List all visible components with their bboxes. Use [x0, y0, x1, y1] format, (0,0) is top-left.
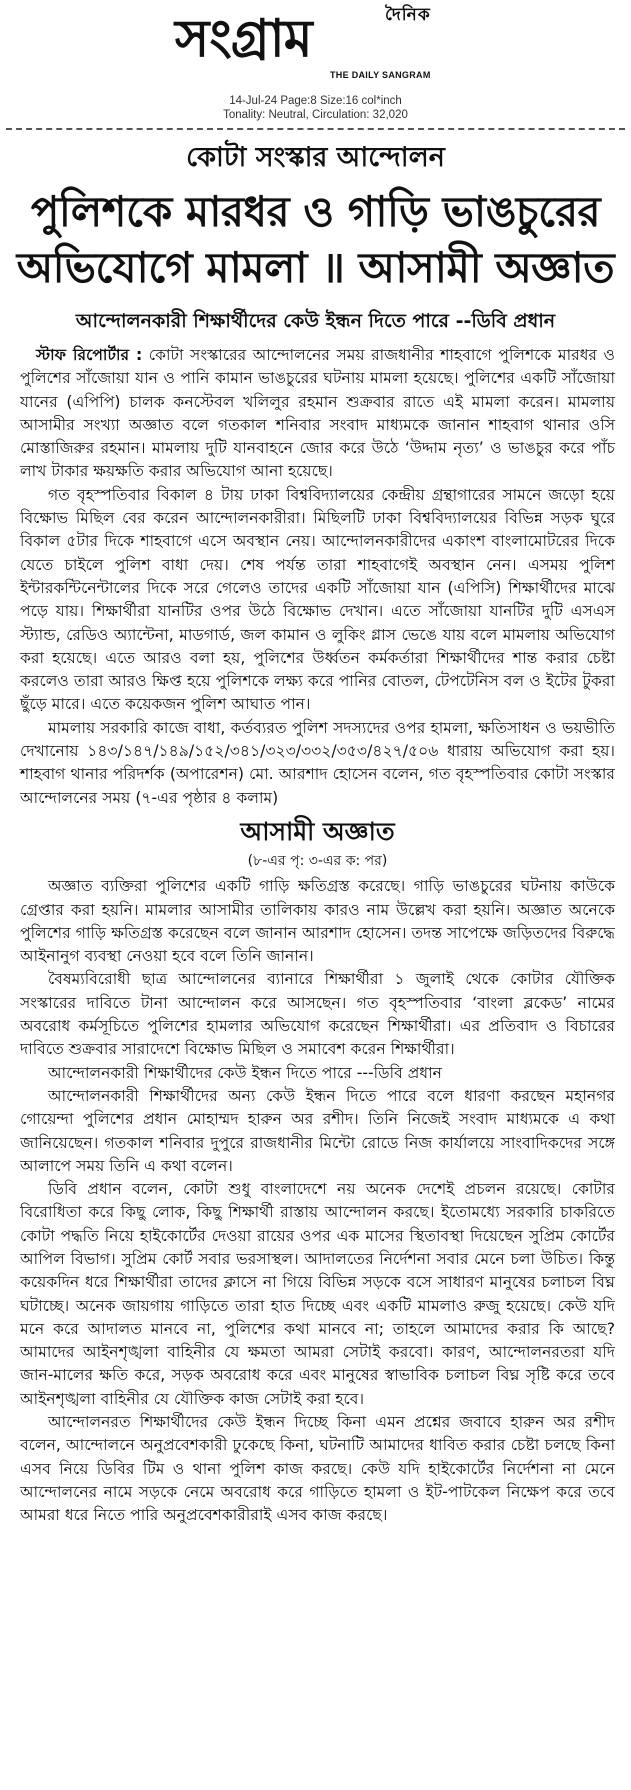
- paragraph: বৈষম্যবিরোধী ছাত্র আন্দোলনের ব্যানারে শিক্ষার্থীরা ১ জুলাই থেকে কোটার যৌক্তিক সংস্কারের দাবিতে টানা আন্দোলন করে আসছেন। গত বৃহস্পতিবার ‘বাংলা ব্লকেড’ নামের অবরোধ কর্মসূচিতে পুলিশের হামলার অভিযোগ করেছেন শিক্ষার্থীরা। এর প্রতিবাদ ও বিচারের দাবিতে শুক্রবার সারাদেশে বিক্ষোভ মিছিল ও সমাবেশ করেন শিক্ষার্থীরা।: [20, 970, 615, 1059]
- dashed-divider: [6, 128, 625, 130]
- masthead-daily: দৈনিক: [385, 5, 431, 25]
- masthead: [0, 0, 631, 78]
- paragraph: [20, 344, 615, 484]
- article-kicker: কোটা সংস্কার আন্দোলন: [186, 142, 445, 173]
- byline: স্টাফ রিপোর্টার :: [36, 346, 143, 364]
- continuation-note: (৮-এর পৃ: ৩-এর ক: পর): [247, 852, 388, 869]
- paragraph: অজ্ঞাত ব্যক্তিরা পুলিশের একটি গাড়ি ক্ষতিগ্রস্ত করেছে। গাড়ি ভাঙচুরের ঘটনায় কাউকে গ্রেপ্তার করা হয়নি। মামলার আসামীর তালিকায় কারও নাম উল্লেখ করা হয়নি। অজ্ঞাত অনেকে পুলিশের গাড়ি ক্ষতিগ্রস্ত করেছেন বলে জানান আরশাদ হোসেন। তদন্ত সাপেক্ষে জড়িতদের বিরুদ্ধে আইনানুগ ব্যবস্থা নেওয়া হবে বলে তিনি জানান।: [20, 877, 615, 966]
- paragraph: আন্দোলনরত শিক্ষার্থীদের কেউ ইন্ধন দিচ্ছে কিনা এমন প্রশ্নের জবাবে হারুন অর রশীদ বলেন, আন্দোলনে অনুপ্রবেশকারী ঢুকেছে কিনা, ঘটনাটি আমাদের ধাবিত করার চেষ্টা চলছে কিনা এসব নিয়ে ডিবির টিম ও থানা পুলিশ কাজ করছে। কেউ যদি হাইকোর্টের নির্দেশনা না মেনে আন্দোলনের নামে সড়কে নেমে অবরোধ করে গাড়িতে হামলা ও ইট-পাটকেল নিক্ষেপ করে তবে আমরা ধরে নিতে পারি অনুপ্রবেশকারীরাই এসব কাজ করছে।: [20, 1413, 615, 1525]
- paragraph: ডিবি প্রধান বলেন, কোটা শুধু বাংলাদেশে নয় অনেক দেশেই প্রচলন রয়েছে। কোটার বিরোধিতা করে কিছু লোক, কিছু শিক্ষার্থী রাস্তায় আন্দোলন করছে। ইতোমধ্যে সরকারি চাকরিতে কোটা পদ্ধতি নিয়ে হাইকোর্টের দেওয়া রায়ের ওপর এক মাসের স্থিতাবস্থা দিয়েছেন সুপ্রিম কোর্টের আপিল বিভাগ। সুপ্রিম কোর্ট সবার ভরসাস্থল। আদালতের নির্দেশনা সবার মেনে চলা উচিত। কিন্তু কয়েকদিন ধরে শিক্ষার্থীরা তাদের ক্লাসে না গিয়ে বিভিন্ন সড়কে বসে সাধারণ মানুষের চলাচল বিঘ্ন ঘটাচ্ছে। অনেক জায়গায় গাড়িতে তারা হাত দিচ্ছে এবং একটি মামলাও রুজু হয়েছে। কেউ যদি মনে করে আদালত মানবে না, পুলিশের কথা মানবে না; তাহলে আমাদের করার কি আছে? আমাদের আইনশৃঙ্খলা বাহিনীর যে ক্ষমতা আমরা সেটাই করবো। কারণ, আন্দোলনরতরা যদি জান-মালের ক্ষতি করে, সড়ক অবরোধ করে এবং মানুষের স্বাভাবিক চলাচল বিঘ্ন সৃষ্টি করে তবে আইনশৃঙ্খলা বাহিনীর যে যৌক্তিক কাজ সেটাই করা হবে।: [20, 1180, 615, 1408]
- paragraph: মামলায় সরকারি কাজে বাধা, কর্তব্যরত পুলিশ সদস্যদের ওপর হামলা, ক্ষতিসাধন ও ভয়ভীতি দেখানোয় ১৪৩/১৪৭/১৪৯/১৫২/৩৪১/৩২৩/৩৩২/৩৫৩/৪২৭/৫০৬ ধারায় অভিযোগ করা হয়। শাহবাগ থানার পরিদর্শক (অপারেশন) মো. আরশাদ হোসেন বলেন, গত বৃহস্পতিবার কোটা সংস্কার আন্দোলনের সময় (৭-এর পৃষ্ঠার ৪ কলাম): [20, 718, 615, 807]
- paragraph: গত বৃহস্পতিবার বিকাল ৪ টায় ঢাকা বিশ্ববিদ্যালয়ের কেন্দ্রীয় গ্রন্থাগারের সামনে জড়ো হয়ে বিক্ষোভ মিছিল বের করেন আন্দোলনকারীরা। মিছিলটি ঢাকা বিশ্ববিদ্যালয়ের বিভিন্ন সড়ক ঘুরে বিকাল ৫টার দিকে শাহবাগে এসে অবস্থান নেয়। আন্দোলনকারীদের একাংশ বাংলামোটরের দিকে যেতে চাইলে পুলিশ বাধা দেয়। শেষ পর্যন্ত তারা শাহবাগেই অবস্থান নেন। এসময় পুলিশ ইন্টারকন্টিনেন্টালের দিকে সরে গেলেও তাদের একটি সাঁজোয়া যান (এপিসি) শিক্ষার্থীদের মাঝে পড়ে যায়। শিক্ষার্থীরা যানটির ওপর উঠে বিক্ষোভ দেখান। এতে সাঁজোয়া যানটির দুটি এসএস স্ট্যান্ড, রেডিও অ্যান্টেনা, মাডগার্ড, জল কামান ও লুকিং গ্লাস ভেঙে যায় বলে মামলায় অভিযোগ করা হয়েছে। এতে আরও বলা হয়, পুলিশের উর্ধ্বতন কর্মকর্তারা শিক্ষার্থীদের শান্ত করার চেষ্টা করলেও তারা আরও ক্ষিপ্ত হয়ে পুলিশকে লক্ষ্য করে পানির বোতল, টেপটেনিস বল ও ইটের টুকরা ছুঁড়ে মারে। এতে কয়েকজন পুলিশ আঘাত পান।: [20, 485, 615, 714]
- article-headline: [0, 184, 631, 296]
- paragraph: আন্দোলনকারী শিক্ষার্থীদের কেউ ইন্ধন দিতে পারে ---ডিবি প্রধান: [48, 1063, 442, 1082]
- clipping-meta: [0, 94, 631, 122]
- continuation-title: আসামী অজ্ঞাত: [240, 816, 395, 846]
- meta-line-1: 14-Jul-24 Page:8 Size:16 col*inch: [229, 95, 402, 107]
- article-body: [0, 344, 631, 1528]
- paragraph: আন্দোলনকারী শিক্ষার্থীদের অন্য কেউ ইন্ধন দিতে পারে বলে ধারণা করছেন মহানগর গোয়েন্দা পুলিশের প্রধান মোহাম্মদ হারুন অর রশীদ। তিনি নিজেই সংবাদ মাধ্যমকে এ কথা জানিয়েছেন। গতকাল শনিবার দুপুরে রাজধানীর মিন্টো রোডে নিজ কার্যালয়ে সাংবাদিকদের সঙ্গে আলাপে সময় তিনি এ কথা বলেন।: [20, 1086, 615, 1175]
- paragraph-text: কোটা সংস্কারের আন্দোলনের সময় রাজধানীর শাহবাগে পুলিশকে মারধর ও পুলিশের সাঁজোয়া যান ও পানি কামান ভাঙচুরের ঘটনায় মামলা হয়েছে। পুলিশের একটি সাঁজোয়া যানের (এপিপি) চালক কনস্টেবল খলিলুর রহমান শুক্রবার রাতে এই মামলা করেন। মামলায় আসামীর সংখ্যা অজ্ঞাত বলে গতকাল শনিবার সংবাদ মাধ্যমকে জানান শাহবাগ থানার ওসি মোস্তাজিরুর রহমান। মামলায় দুটি যানবাহনে জোর করে উঠে ‘উদ্দাম নৃত্য’ ও ভাঙচুর করে পাঁচ লাখ টাকার ক্ষয়ক্ষতি করার অভিযোগ আনা হয়েছে।: [20, 346, 615, 481]
- meta-line-2: Tonality: Neutral, Circulation: 32,020: [223, 109, 408, 121]
- newspaper-logo: সংগ্রাম: [175, 9, 312, 69]
- article-subhead: আন্দোলনকারী শিক্ষার্থীদের কেউ ইন্ধন দিতে পারে --ডিবি প্রধান: [75, 310, 556, 332]
- headline-line-2: অভিযোগে মামলা ॥ আসামী অজ্ঞাত: [16, 243, 615, 292]
- masthead-subtitle: THE DAILY SANGRAM: [330, 70, 431, 80]
- headline-line-1: পুলিশকে মারধর ও গাড়ি ভাঙচুরের: [30, 187, 601, 236]
